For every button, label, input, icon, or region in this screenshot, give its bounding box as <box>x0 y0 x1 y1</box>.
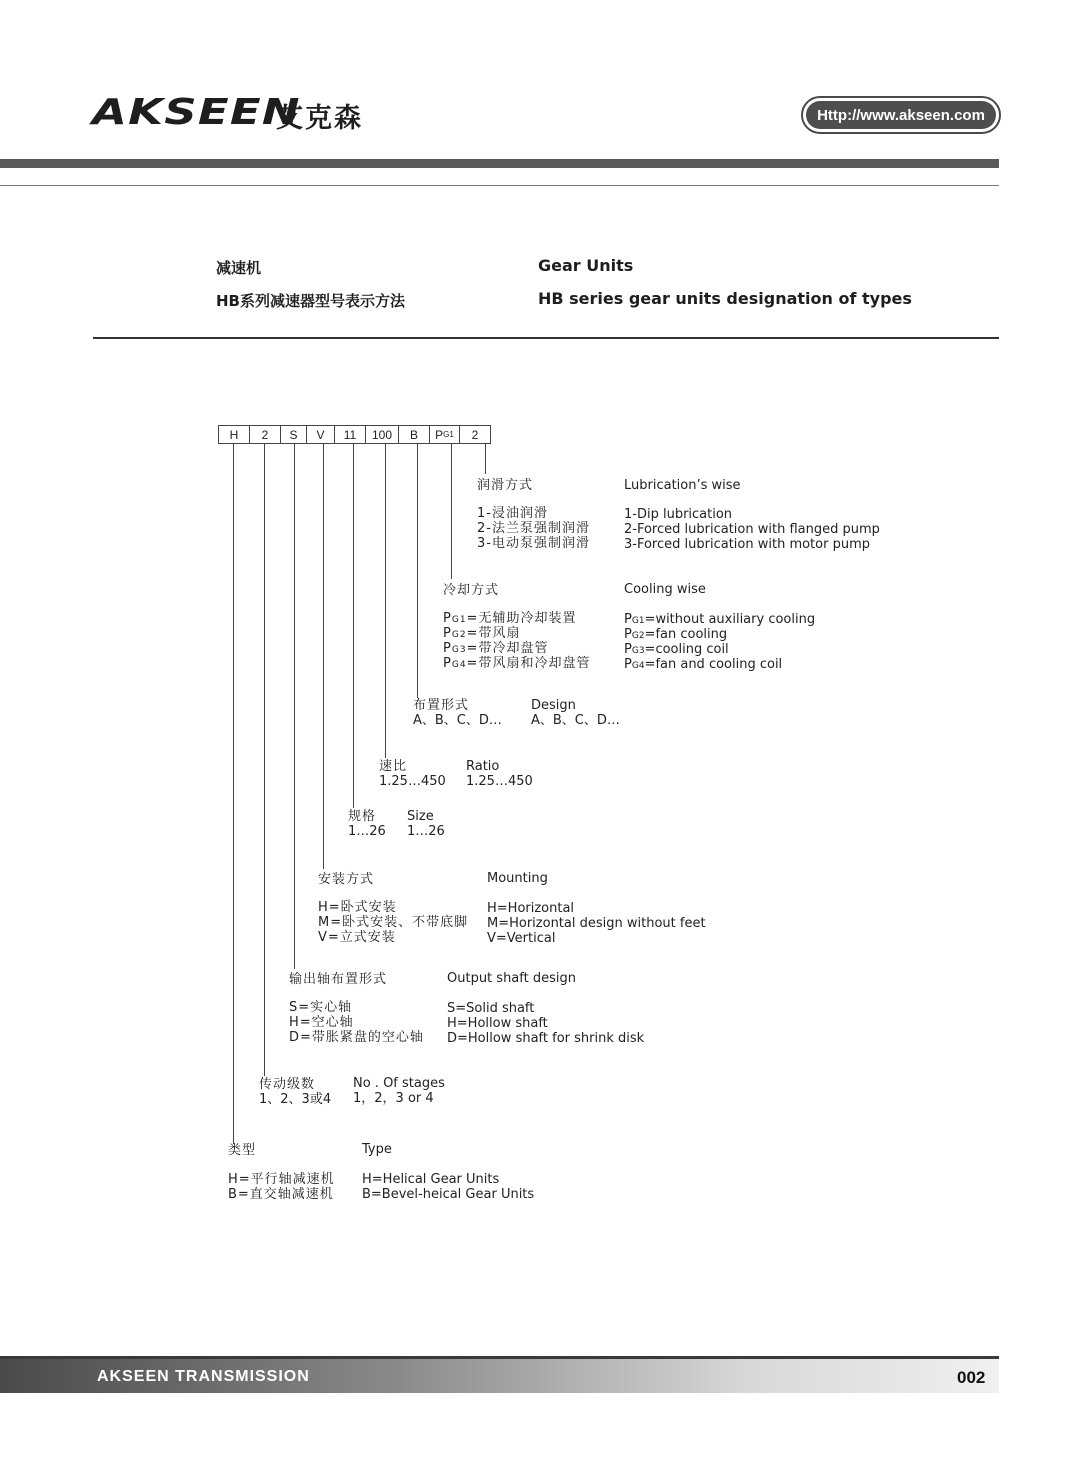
cooling-cn-text: =带冷却盘管 <box>466 641 549 656</box>
code-cell-shaft: S <box>281 426 307 443</box>
logo-akseen: AKSEEN <box>92 92 301 133</box>
code-cell-ratio: 100 <box>366 426 399 443</box>
title-cn-2: HB系列减速器型号表示方法 <box>216 292 405 310</box>
lubrication-cn-item: 1-浸油润滑 <box>477 506 548 521</box>
cooling-sub: G2 <box>451 630 467 640</box>
cooling-en-item <box>624 657 782 674</box>
cooling-sub: G4 <box>451 660 467 670</box>
cooling-prefix: P <box>443 611 452 626</box>
mounting-en-title: Mounting <box>487 871 548 886</box>
connector-type <box>233 444 234 1144</box>
size-en-title: Size <box>407 809 434 824</box>
shaft-cn-item: H=空心轴 <box>289 1015 354 1030</box>
size-cn-title: 规格 <box>348 809 377 824</box>
stages-cn-title: 传动级数 <box>259 1077 316 1092</box>
cooling-sub: G1 <box>451 615 467 625</box>
type-cn-item: H=平行轴减速机 <box>228 1172 335 1187</box>
header-bar <box>0 159 999 168</box>
stages-en-title: No . Of stages <box>353 1076 445 1091</box>
connector-stages <box>264 444 265 1076</box>
shaft-en-title: Output shaft design <box>447 971 576 986</box>
code-cell-lubrication: 2 <box>471 427 479 442</box>
ratio-cn-title: 速比 <box>379 759 408 774</box>
title-rule <box>93 337 999 339</box>
ratio-cn-value: 1.25…450 <box>379 774 446 789</box>
code-cell-size: 11 <box>335 426 366 443</box>
cooling-prefix: P <box>443 656 452 671</box>
website-badge[interactable] <box>801 96 1001 134</box>
design-cn-title: 布置形式 <box>413 698 470 713</box>
lubrication-en-item: 3-Forced lubrication with motor pump <box>624 537 870 552</box>
cooling-prefix: P <box>624 612 632 627</box>
cooling-prefix: P <box>443 626 452 641</box>
design-cn-value: A、B、C、D… <box>413 713 502 728</box>
connector-cooling <box>451 444 452 579</box>
cooling-en-text: =fan cooling <box>644 627 728 642</box>
code-cell-type: H <box>219 426 250 443</box>
cooling-prefix: P <box>624 657 632 672</box>
lubrication-en-item: 1-Dip lubrication <box>624 507 733 522</box>
shaft-en-item: H=Hollow shaft <box>447 1016 548 1031</box>
cooling-cn-item <box>443 656 590 673</box>
shaft-en-item: D=Hollow shaft for shrink disk <box>447 1031 645 1046</box>
design-en-value: A、B、C、D… <box>531 713 620 728</box>
type-cn-item: B=直交轴减速机 <box>228 1187 334 1202</box>
mounting-cn-item: M=卧式安装、不带底脚 <box>318 915 469 930</box>
connector-design <box>417 444 418 698</box>
cooling-en-text: =without auxiliary cooling <box>644 612 816 627</box>
shaft-cn-title: 输出轴布置形式 <box>289 972 388 987</box>
website-url[interactable]: Http://www.akseen.com <box>806 101 996 129</box>
cooling-en-title: Cooling wise <box>624 582 706 597</box>
lubrication-cn-item: 2-法兰泵强制润滑 <box>477 521 590 536</box>
connector-mounting <box>323 444 324 869</box>
design-en-title: Design <box>531 698 576 713</box>
cooling-cn-text: =带风扇 <box>466 626 521 641</box>
footer-rule <box>0 1356 999 1359</box>
code-pg-sub: G1 <box>443 430 454 439</box>
footer-title: AKSEEN TRANSMISSION <box>97 1368 310 1385</box>
cooling-prefix: P <box>624 642 632 657</box>
stages-en-value: 1，2，3 or 4 <box>353 1091 434 1106</box>
connector-ratio <box>385 444 386 758</box>
code-cell-stages: 2 <box>250 426 281 443</box>
mounting-en-item: M=Horizontal design without feet <box>487 916 706 931</box>
connector-size <box>353 444 354 808</box>
cooling-sub: G2 <box>631 631 645 641</box>
logo-chinese: 艾克森 <box>276 103 363 134</box>
connector-shaft <box>294 444 295 969</box>
size-cn-value: 1…26 <box>348 824 386 839</box>
mounting-cn-title: 安装方式 <box>318 872 375 887</box>
mounting-en-item: H=Horizontal <box>487 901 575 916</box>
cooling-sub: G1 <box>631 616 645 626</box>
lubrication-cn-item: 3-电动泵强制润滑 <box>477 536 590 551</box>
shaft-cn-item: D=带胀紧盘的空心轴 <box>289 1030 424 1045</box>
page-number: 002 <box>957 1368 986 1387</box>
designation-code <box>218 425 491 444</box>
title-en-1: Gear Units <box>538 256 634 275</box>
mounting-en-item: V=Vertical <box>487 931 556 946</box>
ratio-en-title: Ratio <box>466 759 500 774</box>
cooling-prefix: P <box>443 641 452 656</box>
code-cell-cooling <box>430 426 460 443</box>
stages-cn-value: 1、2、3或4 <box>259 1092 332 1107</box>
shaft-en-item: S=Solid shaft <box>447 1001 535 1016</box>
ratio-en-value: 1.25…450 <box>466 774 533 789</box>
type-cn-title: 类型 <box>228 1143 257 1158</box>
cooling-sub: G3 <box>451 645 467 655</box>
connector-lubrication <box>485 444 486 474</box>
cooling-cn-title: 冷却方式 <box>443 583 500 598</box>
type-en-title: Type <box>362 1142 392 1157</box>
cooling-en-text: =fan and cooling coil <box>644 657 783 672</box>
cooling-sub: G3 <box>631 646 645 656</box>
title-en-2: HB series gear units designation of types <box>538 289 912 308</box>
cooling-en-text: =cooling coil <box>644 642 729 657</box>
mounting-cn-item: V=立式安装 <box>318 930 396 945</box>
type-en-item: B=Bevel-heical Gear Units <box>362 1187 535 1202</box>
mounting-cn-item: H=卧式安装 <box>318 900 397 915</box>
code-cell-mounting: V <box>307 426 335 443</box>
lubrication-en-title: Lubrication’s wise <box>624 478 741 493</box>
title-cn-1: 减速机 <box>216 259 262 277</box>
cooling-cn-text: =无辅助冷却装置 <box>466 611 577 626</box>
size-en-value: 1…26 <box>407 824 445 839</box>
cooling-prefix: P <box>624 627 632 642</box>
shaft-cn-item: S=实心轴 <box>289 1000 353 1015</box>
header-rule <box>0 185 999 186</box>
code-pg-letter: P <box>435 427 444 442</box>
cooling-cn-text: =带风扇和冷却盘管 <box>466 656 591 671</box>
cooling-sub: G4 <box>631 661 645 671</box>
code-cell-design: B <box>399 426 430 443</box>
lubrication-en-item: 2-Forced lubrication with flanged pump <box>624 522 880 537</box>
type-en-item: H=Helical Gear Units <box>362 1172 500 1187</box>
lubrication-cn-title: 润滑方式 <box>477 478 534 493</box>
